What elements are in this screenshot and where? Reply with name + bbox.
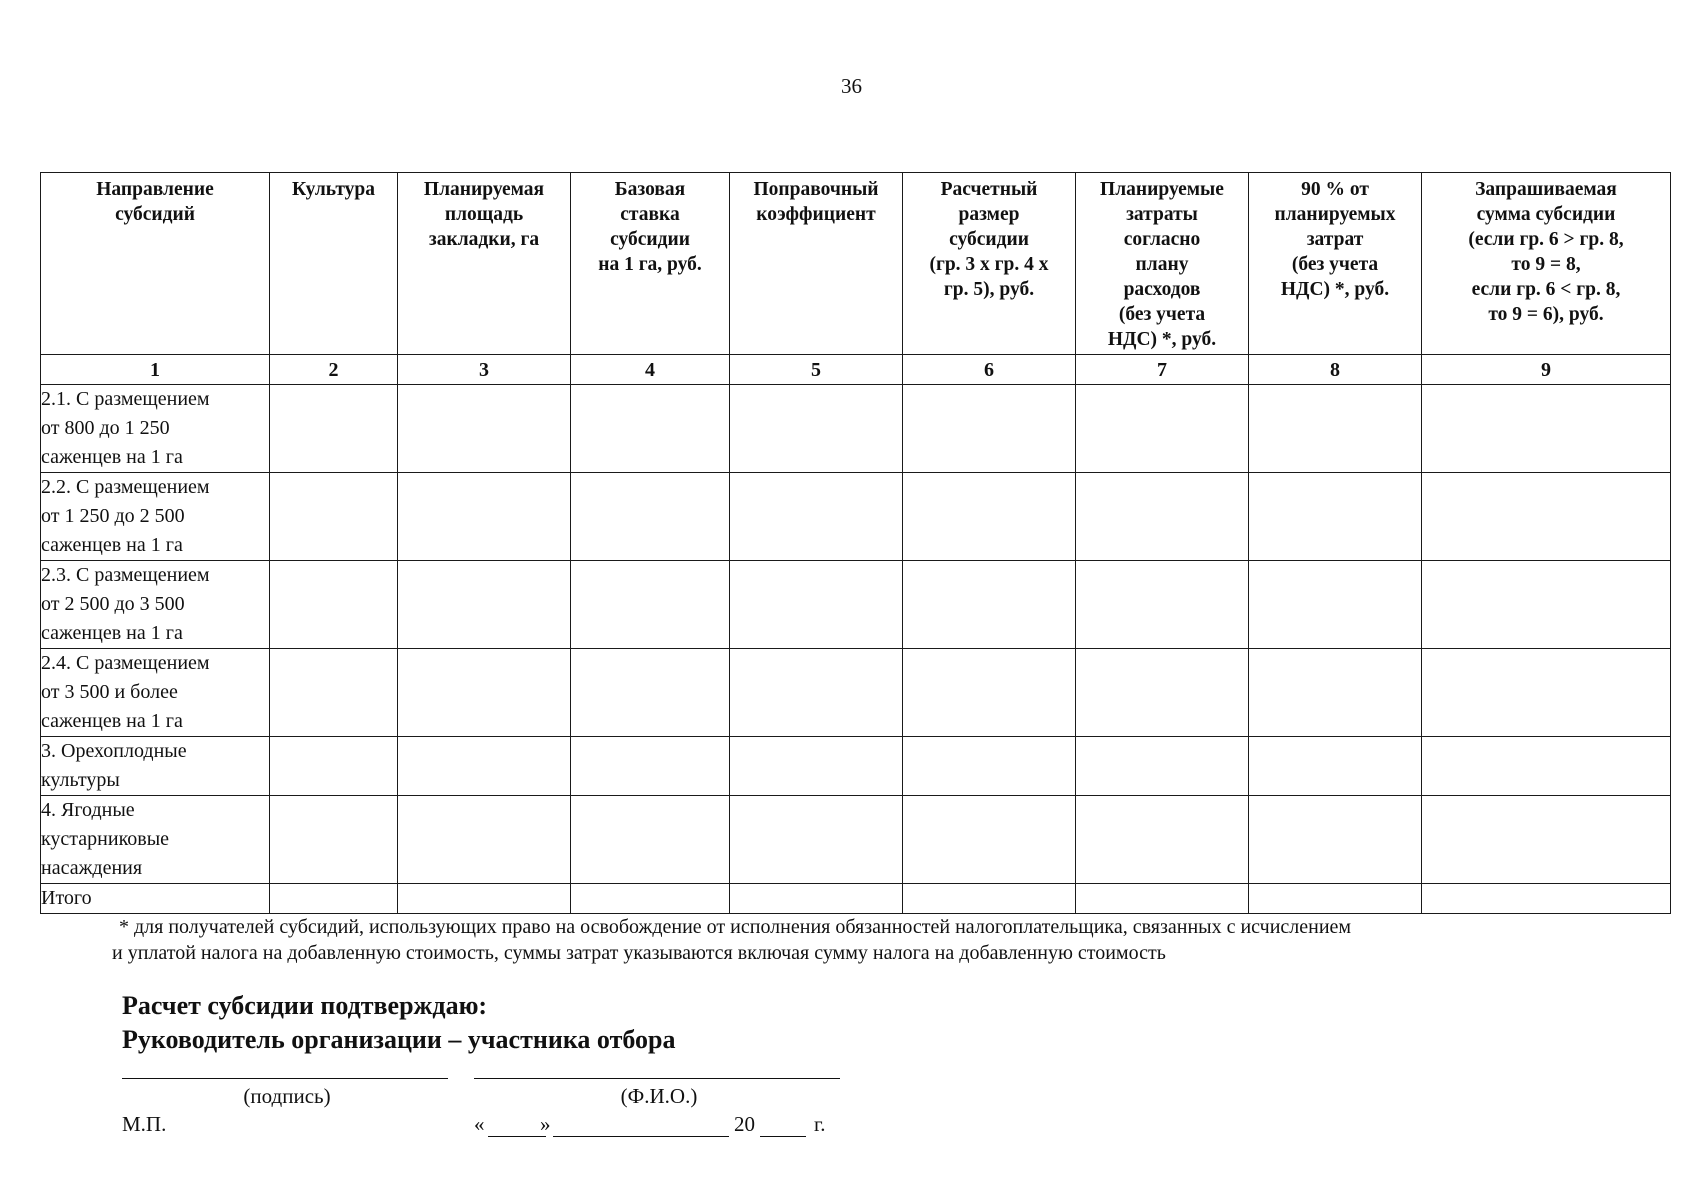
- year-prefix: 20: [734, 1112, 755, 1136]
- table-row: [41, 649, 1671, 737]
- table-row: [41, 796, 1671, 884]
- row-label: 2.3. С размещением от 2 500 до 3 500 саженцев на 1 га: [41, 561, 270, 649]
- empty-cell: [1076, 796, 1249, 884]
- empty-cell: [398, 473, 571, 561]
- empty-cell: [270, 796, 398, 884]
- empty-cell: [1422, 737, 1671, 796]
- signature-caption: (подпись): [243, 1084, 331, 1108]
- header-cell: Запрашиваемая сумма субсидии (если гр. 6 > гр. 8, то 9 = 8, если гр. 6 < гр. 8, то 9 = 6), руб.: [1422, 173, 1671, 355]
- column-number: 5: [730, 355, 903, 385]
- empty-cell: [398, 884, 571, 914]
- footnote-line: и уплатой налога на добавленную стоимость, суммы затрат указываются включая сумму налога на добавленную стоимость: [112, 942, 1166, 964]
- empty-cell: [398, 649, 571, 737]
- empty-cell: [270, 884, 398, 914]
- column-number: 6: [903, 355, 1076, 385]
- table-total-row: [41, 884, 1671, 914]
- empty-cell: [903, 561, 1076, 649]
- column-number: 4: [571, 355, 730, 385]
- empty-cell: [571, 884, 730, 914]
- empty-cell: [730, 385, 903, 473]
- empty-cell: [730, 649, 903, 737]
- row-label: 2.1. С размещением от 800 до 1 250 саженцев на 1 га: [41, 385, 270, 473]
- footnote: [112, 914, 1590, 966]
- row-label: Итого: [41, 884, 270, 914]
- empty-cell: [398, 385, 571, 473]
- table-row: [41, 737, 1671, 796]
- empty-cell: [1249, 649, 1422, 737]
- stamp-label: М.П.: [122, 1112, 167, 1136]
- empty-cell: [730, 884, 903, 914]
- empty-cell: [1249, 884, 1422, 914]
- empty-cell: [1076, 561, 1249, 649]
- empty-cell: [398, 737, 571, 796]
- subsidy-table: [40, 172, 1671, 914]
- empty-cell: [903, 649, 1076, 737]
- empty-cell: [730, 737, 903, 796]
- header-cell: Базовая ставка субсидии на 1 га, руб.: [571, 173, 730, 355]
- empty-cell: [1422, 473, 1671, 561]
- empty-cell: [270, 561, 398, 649]
- column-number: 1: [41, 355, 270, 385]
- empty-cell: [270, 385, 398, 473]
- column-number: 3: [398, 355, 571, 385]
- empty-cell: [398, 561, 571, 649]
- empty-cell: [1249, 385, 1422, 473]
- empty-cell: [1249, 796, 1422, 884]
- empty-cell: [1076, 884, 1249, 914]
- empty-cell: [270, 737, 398, 796]
- header-cell: Расчетный размер субсидии (гр. 3 x гр. 4 x гр. 5), руб.: [903, 173, 1076, 355]
- empty-cell: [730, 473, 903, 561]
- row-label: 3. Орехоплодные культуры: [41, 737, 270, 796]
- empty-cell: [903, 385, 1076, 473]
- page-number: 36: [841, 74, 862, 98]
- column-number-row: [41, 355, 1671, 385]
- header-cell: Планируемая площадь закладки, га: [398, 173, 571, 355]
- row-label: 4. Ягодные кустарниковые насаждения: [41, 796, 270, 884]
- empty-cell: [903, 473, 1076, 561]
- empty-cell: [903, 884, 1076, 914]
- row-label: 2.2. С размещением от 1 250 до 2 500 саженцев на 1 га: [41, 473, 270, 561]
- name-caption: (Ф.И.О.): [620, 1084, 698, 1108]
- year-blank: [760, 1136, 806, 1137]
- header-cell: Направление субсидий: [41, 173, 270, 355]
- empty-cell: [1249, 561, 1422, 649]
- header-cell: Культура: [270, 173, 398, 355]
- header-cell: 90 % от планируемых затрат (без учета НДС) *, руб.: [1249, 173, 1422, 355]
- table-header-row: [41, 173, 1671, 355]
- empty-cell: [1076, 737, 1249, 796]
- footnote-line: * для получателей субсидий, использующих право на освобождение от исполнения обязанностей налогоплательщика, связанных с исчислением: [119, 916, 1352, 938]
- column-number: 7: [1076, 355, 1249, 385]
- empty-cell: [1076, 473, 1249, 561]
- signature-line: [122, 1078, 448, 1079]
- empty-cell: [1422, 649, 1671, 737]
- table-row: [41, 473, 1671, 561]
- empty-cell: [571, 473, 730, 561]
- confirmation-subtitle: Руководитель организации – участника отбора: [122, 1025, 676, 1054]
- column-number: 9: [1422, 355, 1671, 385]
- header-cell: Поправочный коэффициент: [730, 173, 903, 355]
- empty-cell: [1422, 561, 1671, 649]
- name-line: [474, 1078, 840, 1079]
- column-number: 8: [1249, 355, 1422, 385]
- quote-open: «: [474, 1112, 485, 1136]
- empty-cell: [1076, 385, 1249, 473]
- empty-cell: [1422, 385, 1671, 473]
- table-row: [41, 561, 1671, 649]
- day-blank: [488, 1136, 546, 1137]
- empty-cell: [571, 796, 730, 884]
- empty-cell: [1249, 737, 1422, 796]
- row-label: 2.4. С размещением от 3 500 и более саженцев на 1 га: [41, 649, 270, 737]
- year-suffix: г.: [814, 1112, 826, 1136]
- column-number: 2: [270, 355, 398, 385]
- empty-cell: [903, 737, 1076, 796]
- empty-cell: [270, 473, 398, 561]
- header-cell: Планируемые затраты согласно плану расходов (без учета НДС) *, руб.: [1076, 173, 1249, 355]
- confirmation-title: Расчет субсидии подтверждаю:: [122, 991, 488, 1020]
- empty-cell: [571, 737, 730, 796]
- quote-close: »: [540, 1112, 551, 1136]
- month-blank: [553, 1136, 729, 1137]
- empty-cell: [1249, 473, 1422, 561]
- empty-cell: [1422, 884, 1671, 914]
- empty-cell: [1422, 796, 1671, 884]
- empty-cell: [571, 561, 730, 649]
- empty-cell: [1076, 649, 1249, 737]
- empty-cell: [730, 561, 903, 649]
- empty-cell: [270, 649, 398, 737]
- empty-cell: [903, 796, 1076, 884]
- empty-cell: [571, 385, 730, 473]
- empty-cell: [730, 796, 903, 884]
- table-row: [41, 385, 1671, 473]
- empty-cell: [398, 796, 571, 884]
- empty-cell: [571, 649, 730, 737]
